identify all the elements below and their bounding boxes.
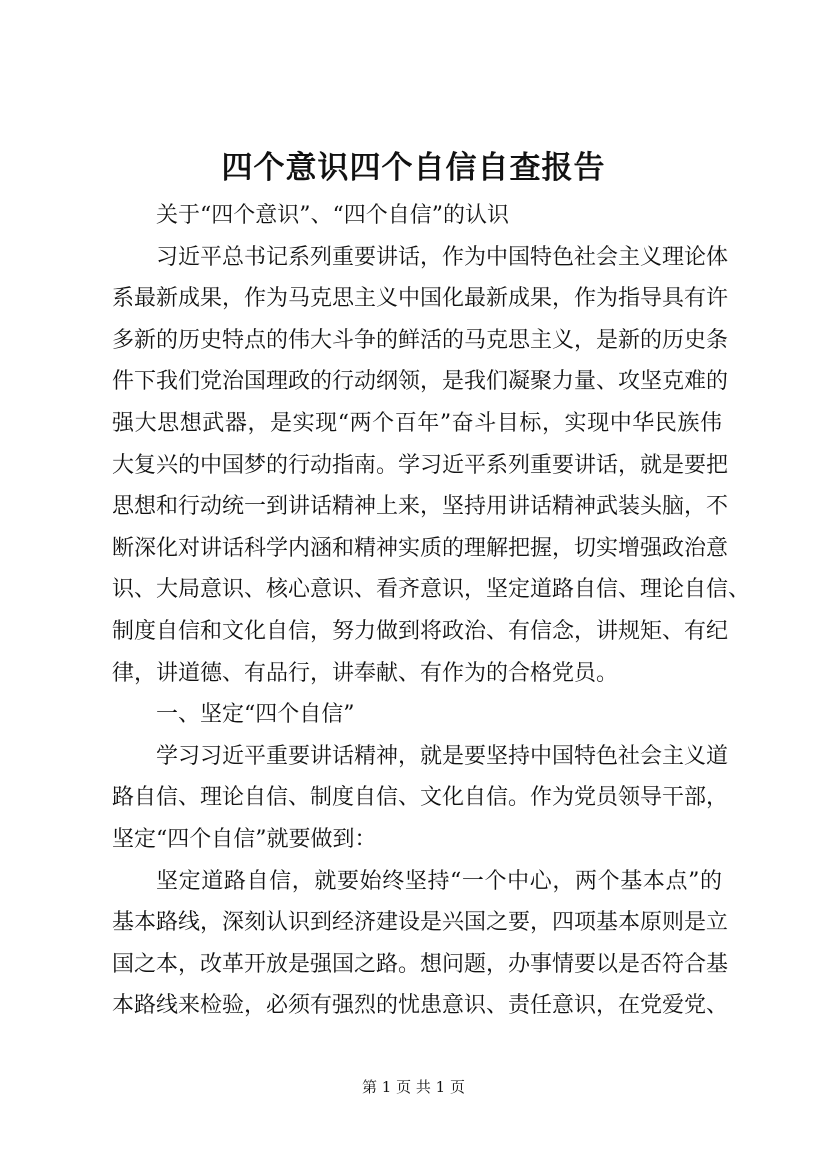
text-line: 大复兴的中国梦的行动指南。学习近平系列重要讲话，就是要把 xyxy=(112,452,729,478)
text-line: 关于“四个意识”、“四个自信”的认识 xyxy=(156,203,509,228)
text-line: 识、大局意识、核心意识、看齐意识，坚定道路自信、理论自信、 xyxy=(112,577,751,603)
text-line: 学习习近平重要讲话精神，就是要坚持中国特色社会主义道 xyxy=(156,743,729,769)
text-line: 习近平总书记系列重要讲话，作为中国特色社会主义理论体 xyxy=(156,244,729,270)
text-line: 本路线来检验，必须有强烈的忧患意识、责任意识，在党爱党、 xyxy=(112,993,729,1019)
text-line: 国之本，改革开放是强国之路。想问题，办事情要以是否符合基 xyxy=(112,951,729,977)
text-line: 路自信、理论自信、制度自信、文化自信。作为党员领导干部， xyxy=(112,785,729,811)
text-line: 思想和行动统一到讲话精神上来，坚持用讲话精神武装头脑，不 xyxy=(112,494,729,520)
document-title: 四个意识四个自信自查报告 xyxy=(221,150,606,186)
text-line: 断深化对讲话科学内涵和精神实质的理解把握，切实增强政治意 xyxy=(112,535,729,561)
text-line: 制度自信和文化自信，努力做到将政治、有信念，讲规矩、有纪 xyxy=(112,618,729,644)
text-line: 件下我们党治国理政的行动纲领，是我们凝聚力量、攻坚克难的 xyxy=(112,369,729,395)
text-line: 强大思想武器，是实现“两个百年”奋斗目标，实现中华民族伟 xyxy=(112,410,722,436)
text-line: 坚定“四个自信”就要做到： xyxy=(112,826,377,852)
document-body xyxy=(112,195,751,1027)
page-footer: 第 1 页 共 1 页 xyxy=(362,1078,465,1096)
text-line: 坚定道路自信，就要始终坚持“一个中心，两个基本点”的 xyxy=(156,868,722,894)
text-line: 系最新成果，作为马克思主义中国化最新成果，作为指导具有许 xyxy=(112,286,729,312)
text-line: 多新的历史特点的伟大斗争的鲜活的马克思主义，是新的历史条 xyxy=(112,327,729,353)
text-line: 一、坚定“四个自信” xyxy=(156,702,355,728)
text-line: 基本路线，深刻认识到经济建设是兴国之要，四项基本原则是立 xyxy=(112,910,729,936)
text-line: 律，讲道德、有品行，讲奉献、有作为的合格党员。 xyxy=(112,660,619,686)
